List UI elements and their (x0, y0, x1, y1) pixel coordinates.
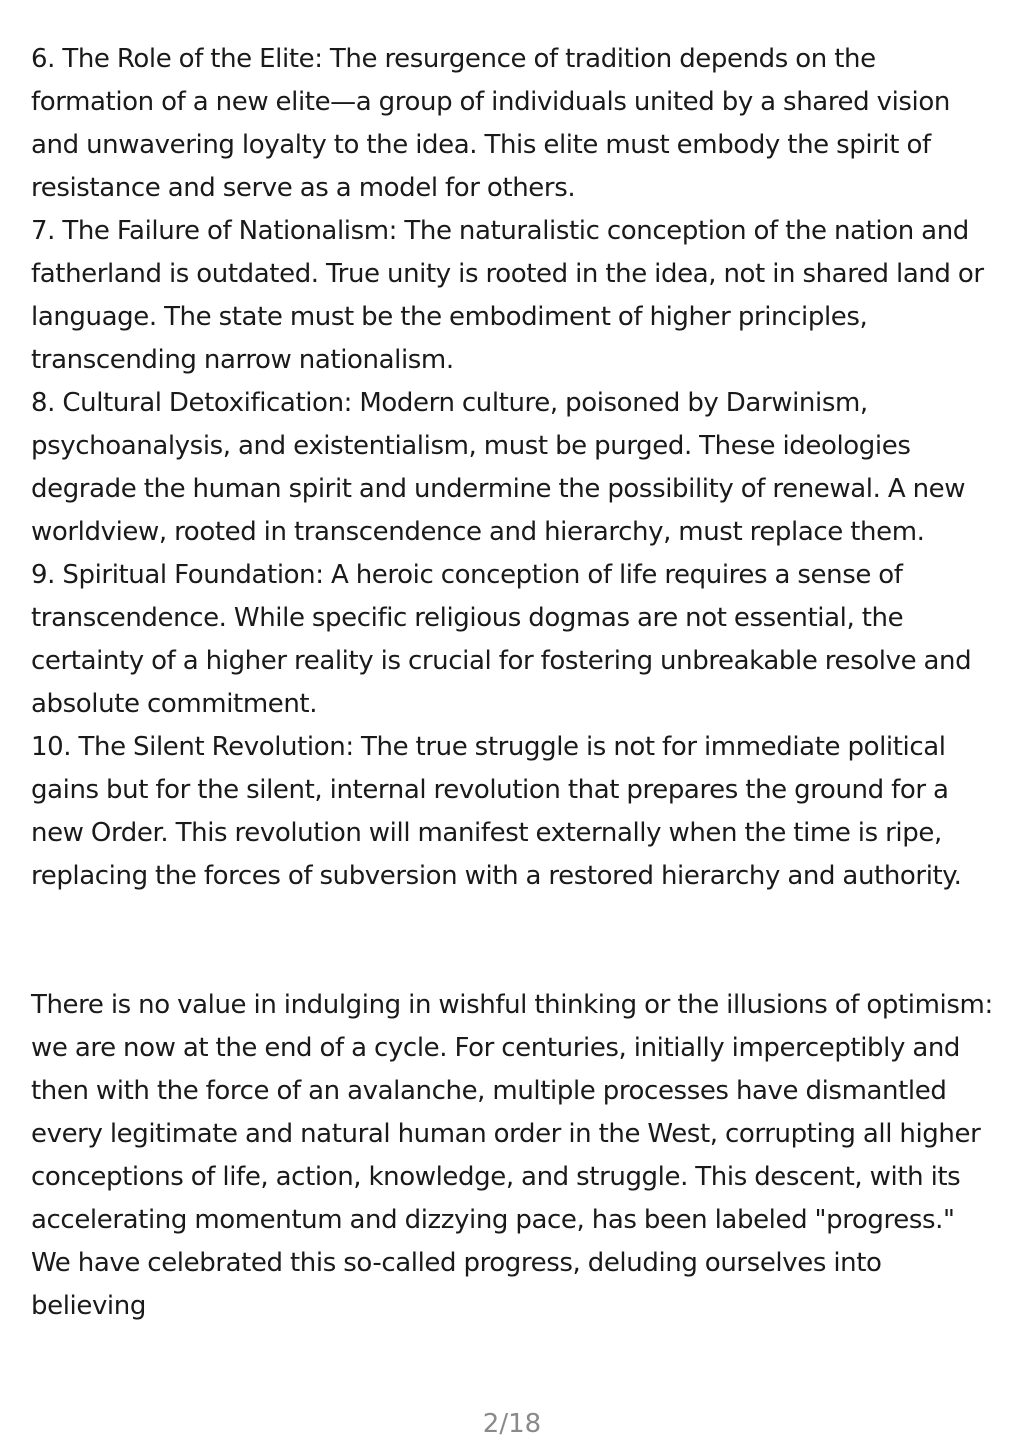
list-item-9: 9. Spiritual Foundation: A heroic conception of life requires a sense of transcendence. While specific religious dogmas are not essential, the certainty of a higher reality is crucial for fostering unbreakable resolve and absolute commitment. (31, 560, 972, 719)
section-gap (31, 898, 997, 984)
list-item-8: 8. Cultural Detoxification: Modern culture, poisoned by Darwinism, psychoanalysis, and existentialism, must be purged. These ideologies degrade the human spirit and undermine the possibility of renewal. A new worldview, rooted in transcendence and hierarchy, must replace them. (31, 388, 966, 547)
list-item-7: 7. The Failure of Nationalism: The naturalistic conception of the nation and fatherland is outdated. True unity is rooted in the idea, not in shared land or language. The state must be the embodiment of higher principles, transcending narrow nationalism. (31, 216, 984, 375)
document-page (31, 38, 997, 1328)
list-item-6: 6. The Role of the Elite: The resurgence of tradition depends on the formation of a new elite—a group of individuals united by a shared vision and unwavering loyalty to the idea. This elite must embody the spirit of resistance and serve as a model for others. (31, 44, 950, 203)
list-item-10: 10. The Silent Revolution: The true struggle is not for immediate political gains but for the silent, internal revolution that prepares the ground for a new Order. This revolution will manifest externally when the time is ripe, replacing the forces of subversion with a restored hierarchy and authority. (31, 732, 962, 891)
body-paragraph: There is no value in indulging in wishful thinking or the illusions of optimism: we are now at the end of a cycle. For centuries, initially imperceptibly and then with the force of an avalanche, multiple processes have dismantled every legitimate and natural human order in the West, corrupting all higher conceptions of life, action, knowledge, and struggle. This descent, with its accelerating momentum and dizzying pace, has been labeled "progress." We have celebrated this so-called progress, deluding ourselves into believing (31, 990, 993, 1321)
page-indicator: 2/18 (482, 1409, 542, 1439)
